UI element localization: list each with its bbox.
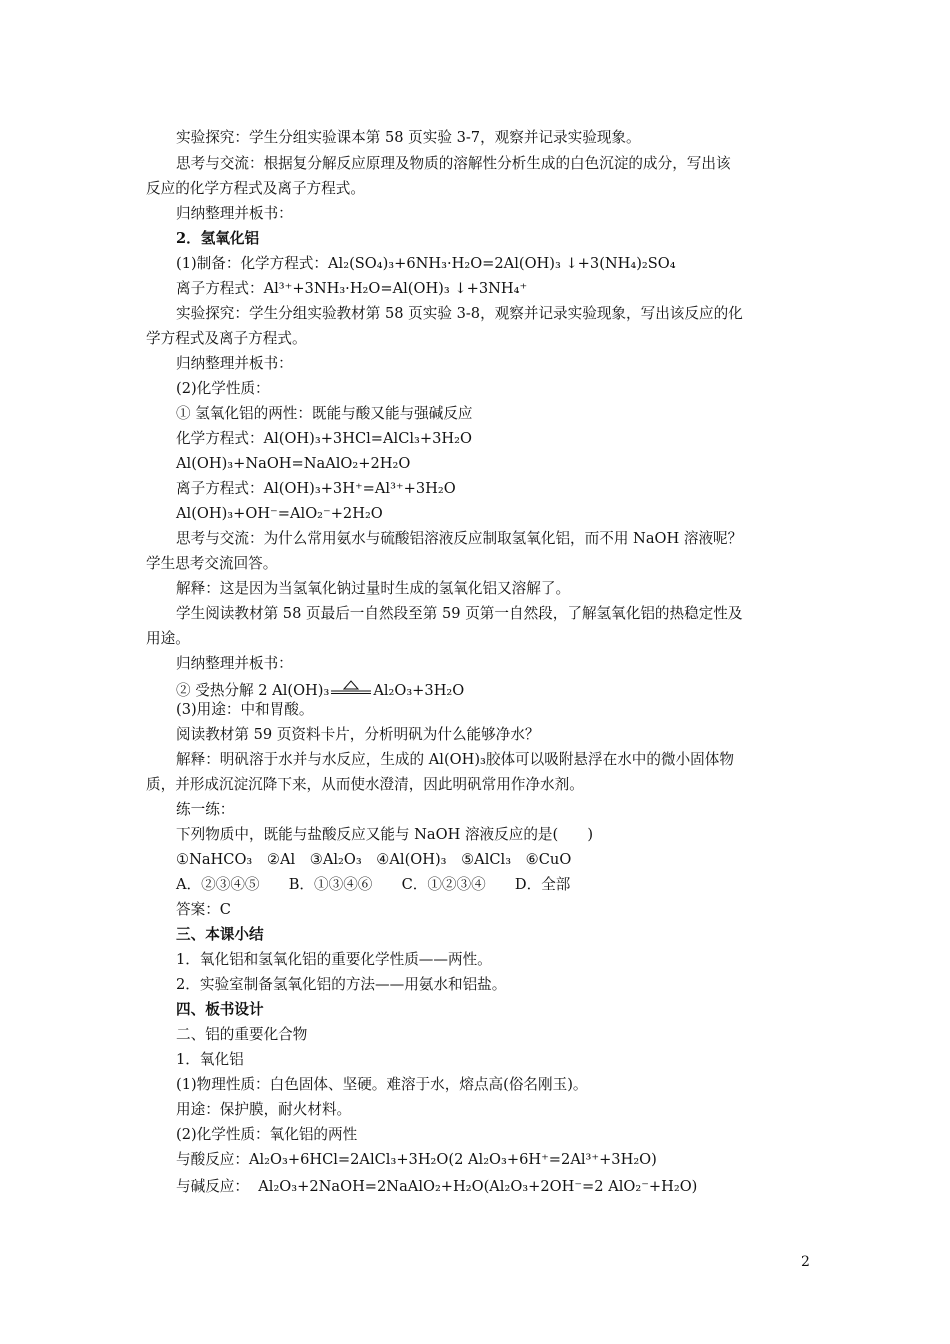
board-aluminum-oxide: 1．氧化铝 <box>176 1051 244 1068</box>
para-experiment-3-8-cont: 学方程式及离子方程式。 <box>146 330 307 347</box>
uses-line: (3)用途：中和胃酸。 <box>176 701 314 718</box>
board-section-title: 二、铝的重要化合物 <box>176 1026 308 1043</box>
para-summary-board-2: 归纳整理并板书： <box>176 355 293 372</box>
equation-acid: 化学方程式：Al(OH)₃+3HCl=AlCl₃+3H₂O <box>176 430 472 447</box>
heading-board-design: 四、板书设计 <box>176 1001 264 1018</box>
para-reading-1: 学生阅读教材第 58 页最后一自然段至第 59 页第一自然段，了解氢氧化铝的热稳定性及 <box>176 605 743 622</box>
subheading-chemical-properties: (2)化学性质： <box>176 380 270 397</box>
board-chemical-properties: (2)化学性质：氧化铝的两性 <box>176 1126 358 1143</box>
equation-preparation: (1)制备：化学方程式：Al₂(SO₄)₃+6NH₃·H₂O=2Al(OH)₃ ↓+3(NH₄)₂SO₄ <box>176 255 676 272</box>
amphoteric-statement: ① 氢氧化铝的两性：既能与酸又能与强碱反应 <box>176 405 473 422</box>
equation-thermal-decomposition <box>176 679 464 701</box>
ionic-equation-acid: 离子方程式：Al(OH)₃+3H⁺=Al³⁺+3H₂O <box>176 480 456 497</box>
para-summary-board-3: 归纳整理并板书： <box>176 655 293 672</box>
para-think-exchange-1-cont: 反应的化学方程式及离子方程式。 <box>146 180 365 197</box>
practice-options: A．②③④⑤ B．①③④⑥ C．①②③④ D．全部 <box>176 876 571 893</box>
decomposition-reactant: ② 受热分解 2 Al(OH)₃ <box>176 682 330 699</box>
para-reading-2: 阅读教材第 59 页资料卡片，分析明矾为什么能够净水？ <box>176 726 540 743</box>
heading-lesson-summary: 三、本课小结 <box>176 926 264 943</box>
practice-heading: 练一练： <box>176 801 235 818</box>
board-uses: 用途：保护膜，耐火材料。 <box>176 1101 352 1118</box>
para-think-exchange-1: 思考与交流：根据复分解反应原理及物质的溶解性分析生成的白色沉淀的成分，写出该 <box>176 155 731 172</box>
practice-question: 下列物质中，既能与盐酸反应又能与 NaOH 溶液反应的是( ) <box>176 826 594 843</box>
para-experiment-3-7: 实验探究：学生分组实验课本第 58 页实验 3-7，观察并记录实验现象。 <box>176 129 641 146</box>
para-explanation-2: 解释：明矾溶于水并与水反应，生成的 Al(OH)₃胶体可以吸附悬浮在水中的微小固体物 <box>176 751 734 768</box>
equation-base: Al(OH)₃+NaOH=NaAlO₂+2H₂O <box>176 455 411 472</box>
ionic-equation-base: Al(OH)₃+OH⁻=AlO₂⁻+2H₂O <box>176 505 383 522</box>
para-explanation-1: 解释：这是因为当氢氧化钠过量时生成的氢氧化铝又溶解了。 <box>176 580 571 597</box>
para-experiment-3-8: 实验探究：学生分组实验教材第 58 页实验 3-8，观察并记录实验现象，写出该反应的化 <box>176 305 743 322</box>
summary-item-1: 1．氧化铝和氢氧化铝的重要化学性质——两性。 <box>176 951 492 968</box>
equation-preparation-ionic: 离子方程式：Al³⁺+3NH₃·H₂O=Al(OH)₃ ↓+3NH₄⁺ <box>176 280 528 297</box>
para-think-exchange-2-cont: 学生思考交流回答。 <box>146 555 278 572</box>
para-explanation-2-cont: 质，并形成沉淀沉降下来，从而使水澄清，因此明矾常用作净水剂。 <box>146 776 584 793</box>
para-reading-1-cont: 用途。 <box>146 630 190 647</box>
practice-answer: 答案：C <box>176 901 231 918</box>
board-acid-reaction: 与酸反应：Al₂O₃+6HCl=2AlCl₃+3H₂O(2 Al₂O₃+6H⁺=2Al³⁺+3H₂O) <box>176 1151 657 1168</box>
para-summary-board-1: 归纳整理并板书： <box>176 205 293 222</box>
heat-condition-arrow <box>329 679 373 699</box>
decomposition-product: Al₂O₃+3H₂O <box>373 682 465 699</box>
board-base-reaction: 与碱反应： Al₂O₃+2NaOH=2NaAlO₂+H₂O(Al₂O₃+2OH⁻=2 AlO₂⁻+H₂O) <box>176 1178 698 1195</box>
board-physical-properties: (1)物理性质：白色固体、坚硬。难溶于水，熔点高(俗名刚玉)。 <box>176 1076 588 1093</box>
heading-aluminum-hydroxide: 2．氢氧化铝 <box>176 230 260 247</box>
para-think-exchange-2: 思考与交流：为什么常用氨水与硫酸铝溶液反应制取氢氧化铝，而不用 NaOH 溶液呢？ <box>176 530 743 547</box>
page-number: 2 <box>801 1254 810 1270</box>
practice-substances: ①NaHCO₃ ②Al ③Al₂O₃ ④Al(OH)₃ ⑤AlCl₃ ⑥CuO <box>176 851 572 868</box>
summary-item-2: 2．实验室制备氢氧化铝的方法——用氨水和铝盐。 <box>176 976 507 993</box>
